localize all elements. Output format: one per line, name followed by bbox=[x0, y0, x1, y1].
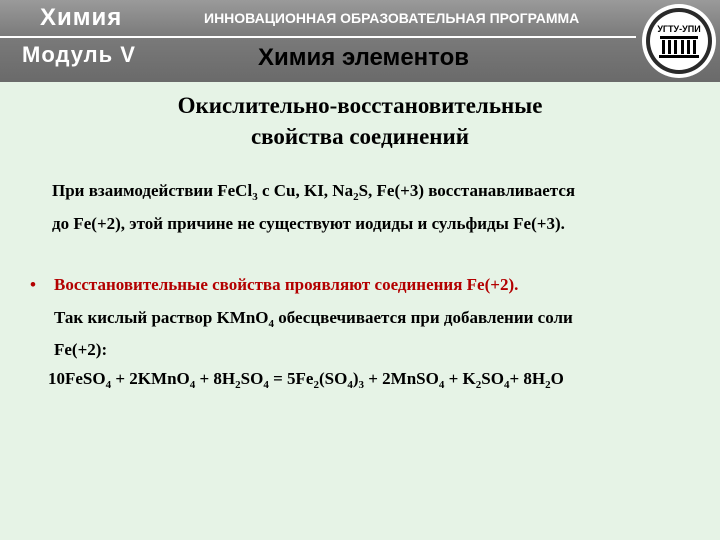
program-title: ИННОВАЦИОННАЯ ОБРАЗОВАТЕЛЬНАЯ ПРОГРАММА bbox=[204, 10, 580, 26]
header-divider bbox=[0, 36, 636, 38]
module-label: Модуль V bbox=[22, 42, 136, 67]
reaction-equation: 10FeSO$_4$ + 2KMnO$_4$ + $8H_2SO_4 = 5Fe_2(SO_4)_3$ + 2MnSO$_4$ + $K_2SO_4+ 8H_2O$ bbox=[48, 369, 564, 391]
bullet-marker: • bbox=[30, 275, 36, 294]
slide-title bbox=[0, 90, 720, 152]
slide-title-line1: Окислительно-восстановительные bbox=[177, 93, 543, 118]
university-logo bbox=[640, 2, 718, 80]
bullet-text: Восстановительные свойства проявляют соединения Fe(+2). bbox=[54, 275, 519, 294]
para1-line2: до Fe(+2), этой причине не существуют иодиды и сульфиды Fe(+3). bbox=[52, 214, 565, 233]
topic-title: Химия элементов bbox=[258, 44, 470, 71]
para2-line1: Так кислый раствор KMnO$_4$ обесцвечивается при добавлении соли bbox=[54, 308, 573, 330]
subject-title: Химия bbox=[40, 4, 123, 31]
logo-text: УГТУ-УПИ bbox=[657, 24, 701, 34]
header-bar bbox=[0, 0, 720, 82]
slide-title-line2: свойства соединений bbox=[250, 124, 470, 149]
para1-line1: При взаимодействии FeCl$_3$ с Cu, KI, $Na_2S$, Fe(+3) восстанавливается bbox=[52, 181, 576, 203]
para2-line2: Fe(+2): bbox=[54, 340, 108, 359]
